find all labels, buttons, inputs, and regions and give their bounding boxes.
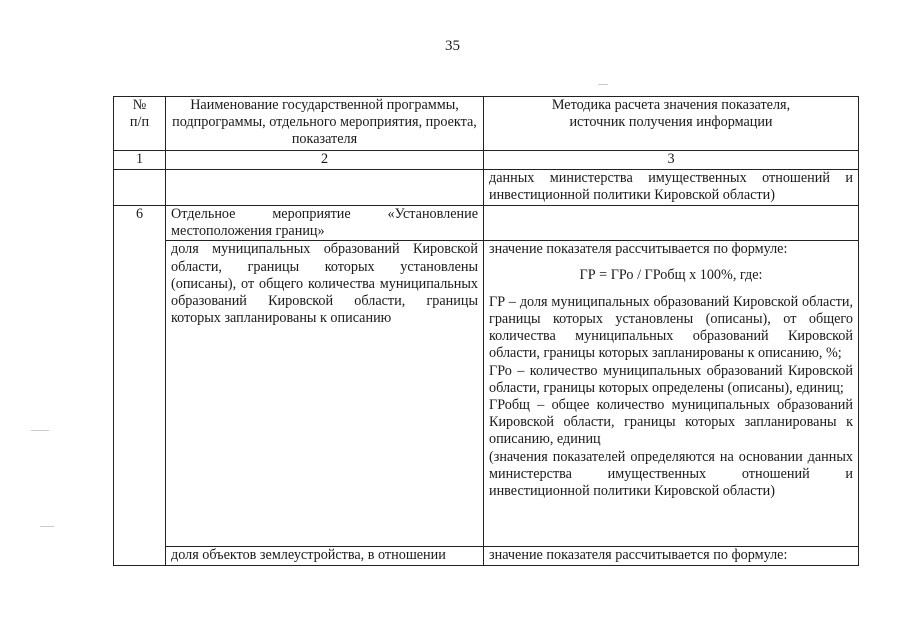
column-number: 2 xyxy=(166,151,484,170)
definition-gro: ГРо – количество муниципальных образований Кировской области, границы которых определены (описаны), единиц; xyxy=(489,362,853,396)
scan-mark xyxy=(598,84,608,85)
indicator-1-intro: значение показателя рассчитывается по формуле: xyxy=(489,241,788,258)
continuation-method: данных министерства имущественных отношений и инвестиционной политики Кировской области) xyxy=(484,170,859,206)
header-method: Методика расчета значения показателя, источник получения информации xyxy=(484,97,859,151)
definition-grobsh: ГРобщ – общее количество муниципальных образований Кировской области, границы которых запланированы к описанию, единиц xyxy=(489,397,853,448)
header-num: № п/п xyxy=(114,97,166,151)
column-number: 1 xyxy=(114,151,166,170)
row-6-number: 6 xyxy=(114,206,166,566)
row-6-indicator-1 xyxy=(114,241,859,547)
definition-gr: ГР – доля муниципальных образований Кировской области, границы которых установлены (описаны), от общего количества муниципальных образований Кировской области, границы которых запланированы к описанию, %; xyxy=(489,293,853,362)
indicator-1-formula: ГР = ГРо / ГРобщ х 100%, где: xyxy=(579,266,763,283)
row-6-measure xyxy=(114,206,859,241)
row-6-indicator-2 xyxy=(114,547,859,565)
row-6-measure-name: Отдельное мероприятие «Установление местоположения границ» xyxy=(166,206,484,241)
continuation-name-cell xyxy=(166,170,484,206)
indicator-table xyxy=(113,96,859,566)
continuation-row xyxy=(114,170,859,206)
indicator-1-source: (значения показателей определяются на основании данных министерства имущественных отношений и инвестиционной политики Кировской области) xyxy=(489,448,853,500)
indicator-1-name: доля муниципальных образований Кировской области, границы которых установлены (описаны), от общего количества муниципальных образований Кировской области, границы которых запланированы к описанию xyxy=(166,241,484,547)
scan-mark xyxy=(40,526,54,527)
scan-mark xyxy=(31,430,49,431)
page-number: 35 xyxy=(445,38,460,54)
column-number: 3 xyxy=(484,151,859,170)
continuation-num-cell xyxy=(114,170,166,206)
header-row xyxy=(114,97,859,151)
indicator-1-method xyxy=(484,241,859,547)
indicator-2-intro: значение показателя рассчитывается по формуле: xyxy=(484,547,859,565)
header-name: Наименование государственной программы, подпрограммы, отдельного мероприятия, проекта, показателя xyxy=(166,97,484,151)
row-6-measure-method xyxy=(484,206,859,241)
column-numbers-row xyxy=(114,151,859,170)
indicator-2-name: доля объектов землеустройства, в отношении xyxy=(166,547,484,565)
